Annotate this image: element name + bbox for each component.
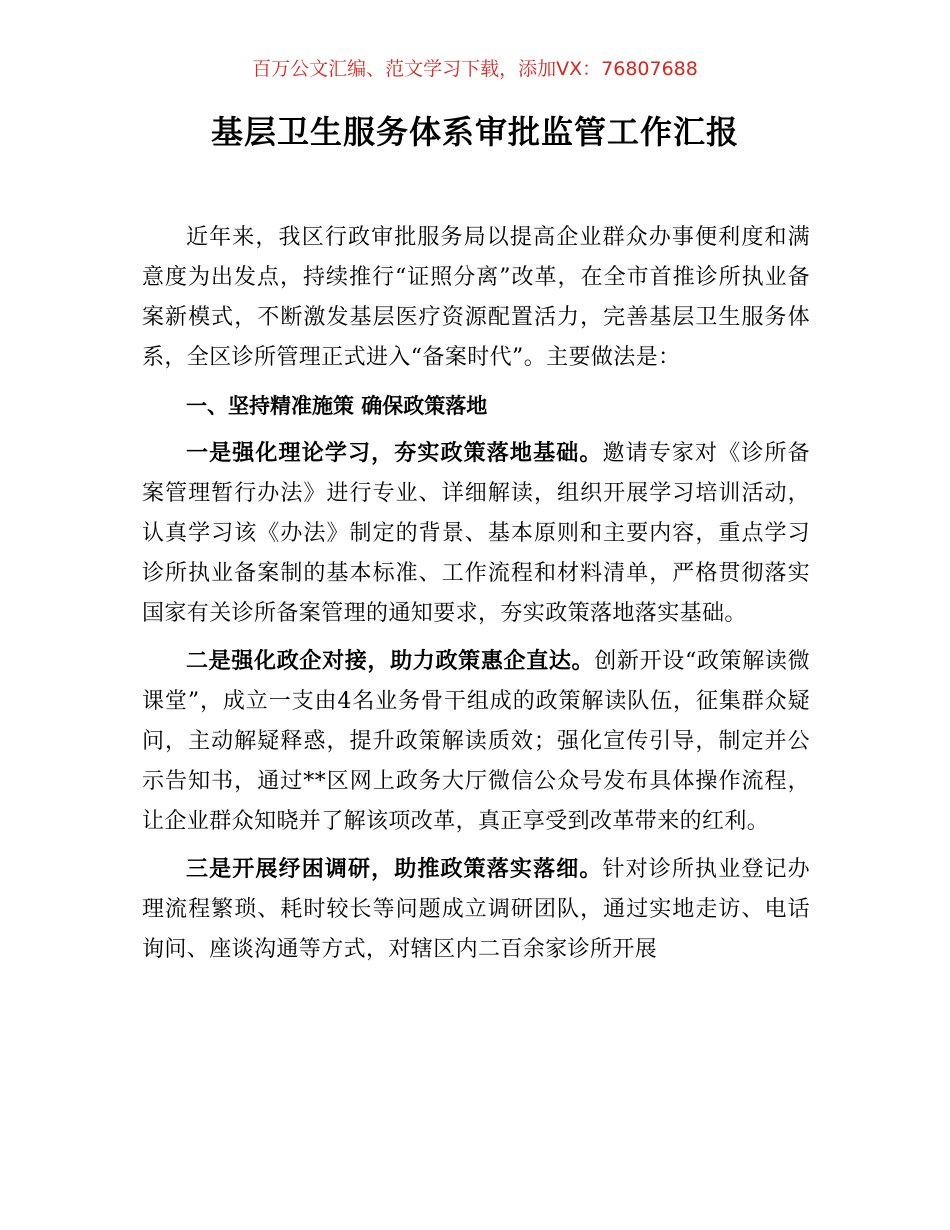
item-text-1: 邀请专家对《诊所备案管理暂行办法》进行专业、详细解读，组织开展学习培训活动，认真学习该《办法》制定的背景、基本原则和主要内容，重点学习诊所执业备案制的基本标准、工作流程和材料清单，严格贯彻落实国家有关诊所备案管理的通知要求，夯实政策落地落实基础。 bbox=[142, 441, 811, 626]
item-lead-1: 一是强化理论学习，夯实政策落地基础。 bbox=[186, 441, 603, 466]
intro-paragraph: 近年来，我区行政审批服务局以提高企业群众办事便利度和满意度为出发点，持续推行“证照分离”改革，在全市首推诊所执业备案新模式，不断激发基层医疗资源配置活力，完善基层卫生服务体系，全区诊所管理正式进入“备案时代”。主要做法是： bbox=[142, 225, 810, 370]
item-paragraph-3 bbox=[142, 850, 810, 970]
document-body bbox=[142, 218, 810, 970]
item-text-2: 创新开设“政策解读微课堂”，成立一支由4名业务骨干组成的政策解读队伍，征集群众疑问，主动解疑释惑，提升政策解读质效；强化宣传引导，制定并公示告知书，通过**区网上政务大厅微信公众号发布具体操作流程，让企业群众知晓并了解该项改革，真正享受到改革带来的红利。 bbox=[142, 649, 810, 834]
item-lead-2: 二是强化政企对接，助力政策惠企直达。 bbox=[186, 649, 595, 674]
item-paragraph-2 bbox=[142, 642, 810, 842]
document-title: 基层卫生服务体系审批监管工作汇报 bbox=[210, 113, 739, 151]
item-text-3: 针对诊所执业登记办理流程繁琐、耗时较长等问题成立调研团队，通过实地走访、电话询问、座谈沟通等方式，对辖区内二百余家诊所开展 bbox=[142, 857, 811, 962]
item-lead-3: 三是开展纾困调研，助推政策落实落细。 bbox=[186, 857, 603, 882]
item-paragraph-1 bbox=[142, 434, 810, 634]
section-heading-1: 一、坚持精准施策 确保政策落地 bbox=[186, 394, 488, 418]
header-banner: 百万公文汇编、范文学习下载，添加VX：76807688 bbox=[252, 58, 698, 80]
